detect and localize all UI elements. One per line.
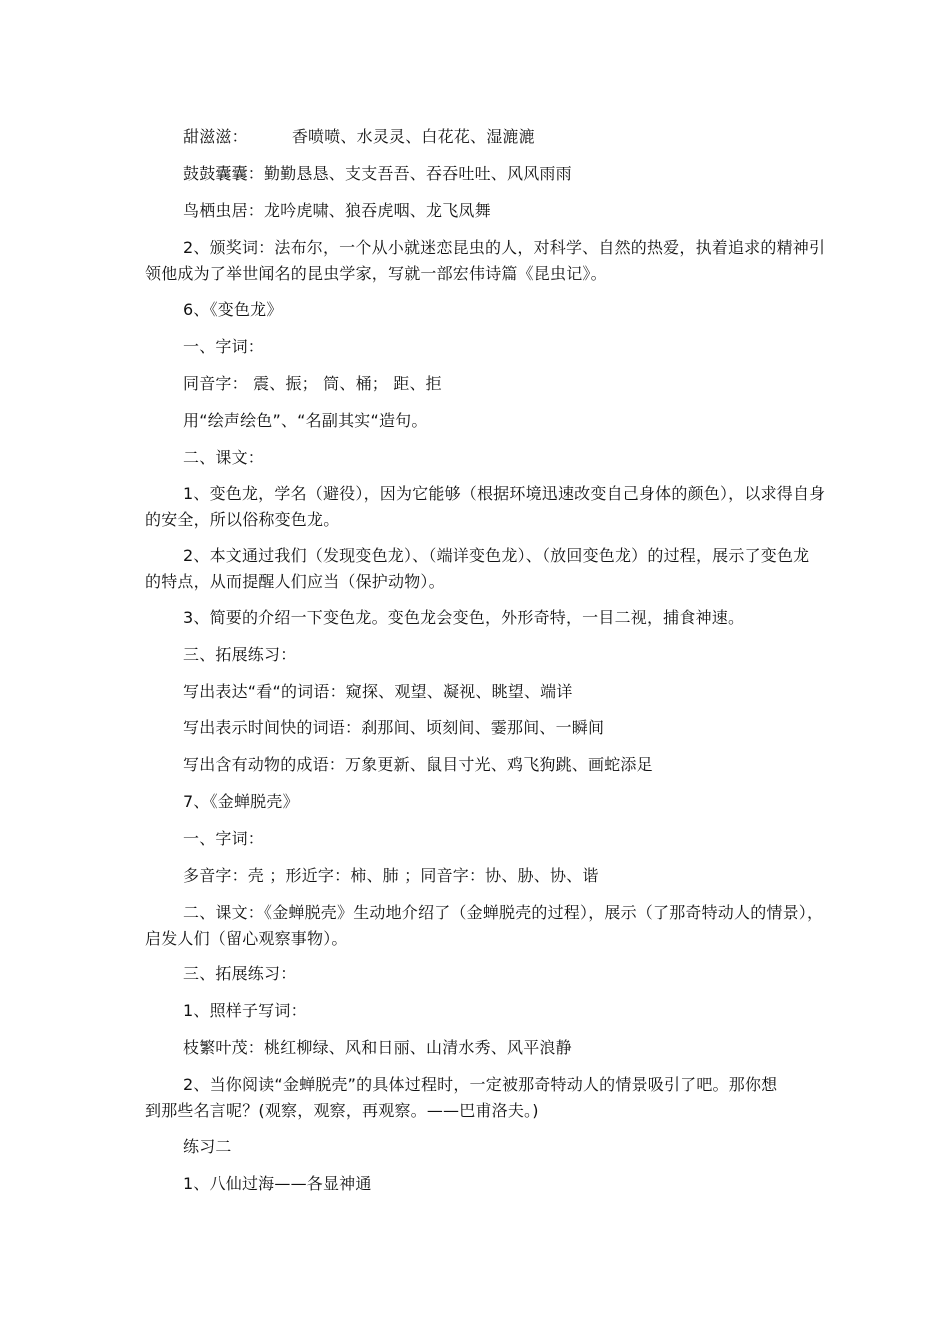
- paragraph-line: 领他成为了举世闻名的昆虫学家，写就一部宏伟诗篇《昆虫记》。: [145, 264, 607, 283]
- paragraph-line: 2、颁奖词：法布尔，一个从小就迷恋昆虫的人，对科学、自然的热爱，执着追求的精神引: [183, 238, 826, 257]
- paragraph-line: 枝繁叶茂：桃红柳绿、风和日丽、山清水秀、风平浪静: [183, 1038, 572, 1057]
- paragraph-line: 2、本文通过我们（发现变色龙）、（端详变色龙）、（放回变色龙）的过程，展示了变色龙: [183, 546, 810, 565]
- section-heading: 三、拓展练习：: [183, 645, 297, 664]
- paragraph-line: 1、变色龙，学名（避役），因为它能够（根据环境迅速改变自己身体的颜色），以求得自身: [183, 484, 826, 503]
- word-group-label: 甜滋滋：: [183, 127, 248, 146]
- section-heading: 二、课文：: [183, 448, 265, 467]
- word-group-line: [183, 125, 535, 149]
- section-heading: 一、字词：: [183, 829, 265, 848]
- paragraph-line: 二、课文：《金蝉脱壳》生动地介绍了（金蝉脱壳的过程），展示（了那奇特动人的情景），: [183, 903, 824, 922]
- word-group-words: 香喷喷、水灵灵、白花花、湿漉漉: [291, 127, 535, 146]
- paragraph-line: 的特点，从而提醒人们应当（保护动物）。: [145, 572, 445, 591]
- paragraph-line: 同音字： 震、振； 筒、桶； 距、拒: [183, 374, 442, 393]
- lesson-heading: 7、《金蝉脱壳》: [183, 792, 299, 811]
- paragraph-line: 1、八仙过海——各显神通: [183, 1174, 372, 1193]
- section-heading: 练习二: [183, 1137, 232, 1156]
- paragraph-line: 写出表达“看“的词语：窥探、观望、凝视、眺望、端详: [183, 682, 573, 701]
- paragraph-line: 用“绘声绘色”、“名副其实“造句。: [183, 411, 428, 430]
- paragraph-line: 多音字：壳 ；形近字：柿、肺 ；同音字：协、胁、协、谐: [183, 866, 599, 885]
- word-group-line: 鸟栖虫居：龙吟虎啸、狼吞虎咽、龙飞凤舞: [183, 201, 491, 220]
- paragraph-line: 到那些名言呢？(观察，观察，再观察。——巴甫洛夫。): [145, 1101, 539, 1120]
- lesson-heading: 6、《变色龙》: [183, 300, 283, 319]
- paragraph-line: 的安全，所以俗称变色龙。: [145, 510, 340, 529]
- paragraph-line: 写出含有动物的成语：万象更新、鼠目寸光、鸡飞狗跳、画蛇添足: [183, 755, 653, 774]
- paragraph-line: 1、照样子写词：: [183, 1001, 307, 1020]
- paragraph-line: 2、当你阅读“金蝉脱壳”的具体过程时，一定被那奇特动人的情景吸引了吧。那你想: [183, 1075, 778, 1094]
- paragraph-line: 启发人们（留心观察事物）。: [145, 929, 348, 948]
- paragraph-line: 写出表示时间快的词语：刹那间、顷刻间、霎那间、一瞬间: [183, 718, 605, 737]
- paragraph-line: 3、简要的介绍一下变色龙。变色龙会变色，外形奇特，一目二视，捕食神速。: [183, 608, 745, 627]
- word-group-line: 鼓鼓囊囊：勤勤恳恳、支支吾吾、吞吞吐吐、风风雨雨: [183, 164, 572, 183]
- section-heading: 一、字词：: [183, 337, 265, 356]
- section-heading: 三、拓展练习：: [183, 964, 297, 983]
